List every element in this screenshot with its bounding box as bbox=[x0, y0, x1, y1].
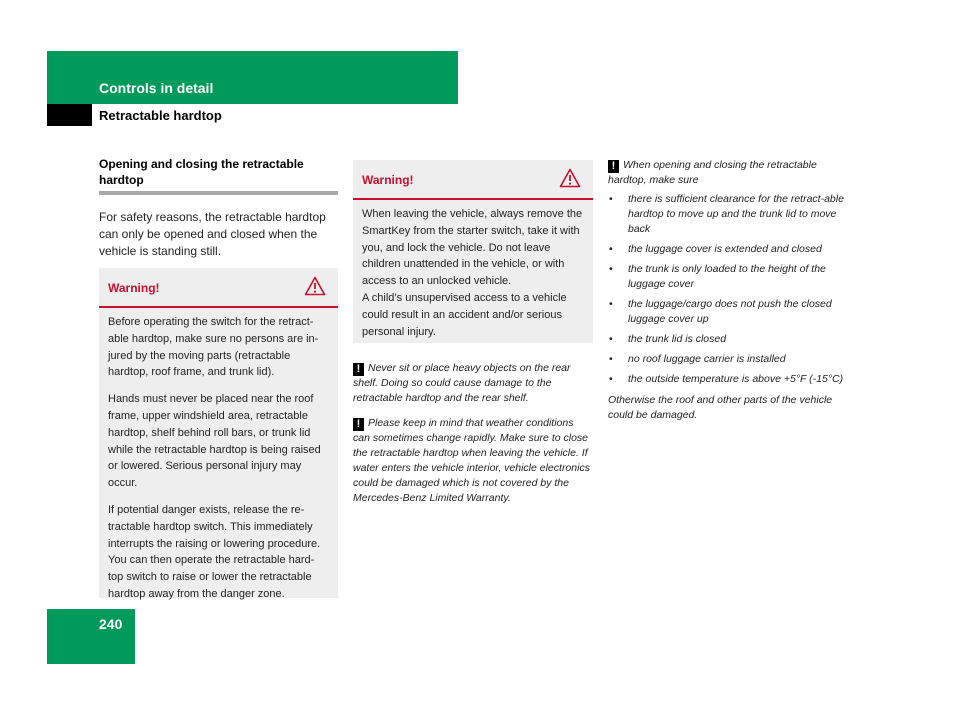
note-weather bbox=[353, 416, 593, 506]
exclamation-icon: ! bbox=[608, 160, 619, 173]
checklist-intro-text: When opening and closing the retractable hardtop, make sure bbox=[608, 159, 817, 186]
checklist bbox=[608, 192, 853, 387]
list-item bbox=[608, 332, 853, 347]
bullet-icon: • bbox=[609, 373, 613, 385]
list-item bbox=[608, 242, 853, 257]
warning-header bbox=[99, 268, 338, 308]
checklist-intro bbox=[608, 158, 853, 188]
header-band bbox=[47, 51, 458, 104]
list-item bbox=[608, 372, 853, 387]
list-item-text: the luggage/cargo does not push the closed luggage cover up bbox=[628, 298, 832, 325]
bullet-icon: • bbox=[609, 243, 613, 255]
list-item bbox=[608, 352, 853, 367]
warning-paragraph: When leaving the vehicle, always remove the SmartKey from the starter switch, take it with you, and lock the vehicle. Do not leave children unattended in the vehicle, or with access to an unlocked vehicle. bbox=[362, 208, 583, 288]
list-item bbox=[608, 192, 853, 237]
note-rear-shelf bbox=[353, 361, 593, 406]
warning-header bbox=[353, 160, 593, 200]
list-item bbox=[608, 297, 853, 327]
list-item-text: no roof luggage carrier is installed bbox=[628, 353, 786, 365]
warning-box-operation bbox=[99, 268, 338, 598]
subsection-marker bbox=[47, 104, 92, 126]
bullet-icon: • bbox=[609, 298, 613, 310]
checklist-outro: Otherwise the roof and other parts of the vehicle could be damaged. bbox=[608, 394, 833, 421]
list-item-text: the outside temperature is above +5°F (-15°C) bbox=[628, 373, 844, 385]
bullet-icon: • bbox=[609, 333, 613, 345]
list-item-text: the trunk lid is closed bbox=[628, 333, 727, 345]
warning-title: Warning! bbox=[108, 281, 160, 295]
section-heading: Opening and closing the retractable hardtop bbox=[99, 156, 338, 195]
warning-title: Warning! bbox=[362, 173, 414, 187]
warning-paragraph: A child’s unsupervised access to a vehicle could result in an accident and/or serious personal injury. bbox=[362, 291, 567, 338]
list-item bbox=[608, 262, 853, 292]
warning-triangle-icon bbox=[559, 168, 581, 188]
checklist-column bbox=[608, 158, 853, 423]
warning-paragraph: If potential danger exists, release the re-tractable hardtop switch. This immediately interrupts the raising or lowering procedure. You can then operate the retractable hard-top switch to raise or lower the retractable hardtop away from the danger zone. bbox=[108, 503, 321, 600]
bullet-icon: • bbox=[609, 193, 613, 205]
bullet-icon: • bbox=[609, 263, 613, 275]
note-text: Please keep in mind that weather conditions can sometimes change rapidly. Make sure to close the retractable hardtop when leaving the vehicle. If water enters the vehicle interior, vehicle electronics could be damaged which is not covered by the Mercedes-Benz Limited Warranty. bbox=[353, 417, 590, 504]
warning-paragraph: Before operating the switch for the retract-able hardtop, make sure no persons are in-jured by the moving parts (retractable hardtop, roof frame, and trunk lid). bbox=[108, 316, 319, 379]
list-item-text: the luggage cover is extended and closed bbox=[628, 243, 822, 255]
warning-box-children bbox=[353, 160, 593, 343]
warning-paragraph: Hands must never be placed near the roof frame, upper windshield area, retractable hardtop, shelf behind roll bars, or trunk lid while the retractable hardtop is being raised or lowered. Serious personal injury may occur. bbox=[108, 393, 321, 490]
warning-triangle-icon bbox=[304, 276, 326, 296]
page-number: 240 bbox=[99, 616, 123, 632]
section-title: Controls in detail bbox=[99, 80, 214, 96]
exclamation-icon: ! bbox=[353, 418, 364, 431]
intro-paragraph: For safety reasons, the retractable hardtop can only be opened and closed when the vehicle is standing still. bbox=[99, 210, 326, 258]
list-item-text: there is sufficient clearance for the retract-able hardtop to move up and the trunk lid to move back bbox=[628, 193, 844, 235]
subsection-title: Retractable hardtop bbox=[99, 108, 222, 123]
bullet-icon: • bbox=[609, 353, 613, 365]
list-item-text: the trunk is only loaded to the height of the luggage cover bbox=[628, 263, 826, 290]
note-text: Never sit or place heavy objects on the rear shelf. Doing so could cause damage to the retractable hardtop and the rear shelf. bbox=[353, 362, 571, 404]
intro-column bbox=[99, 156, 338, 260]
exclamation-icon: ! bbox=[353, 363, 364, 376]
